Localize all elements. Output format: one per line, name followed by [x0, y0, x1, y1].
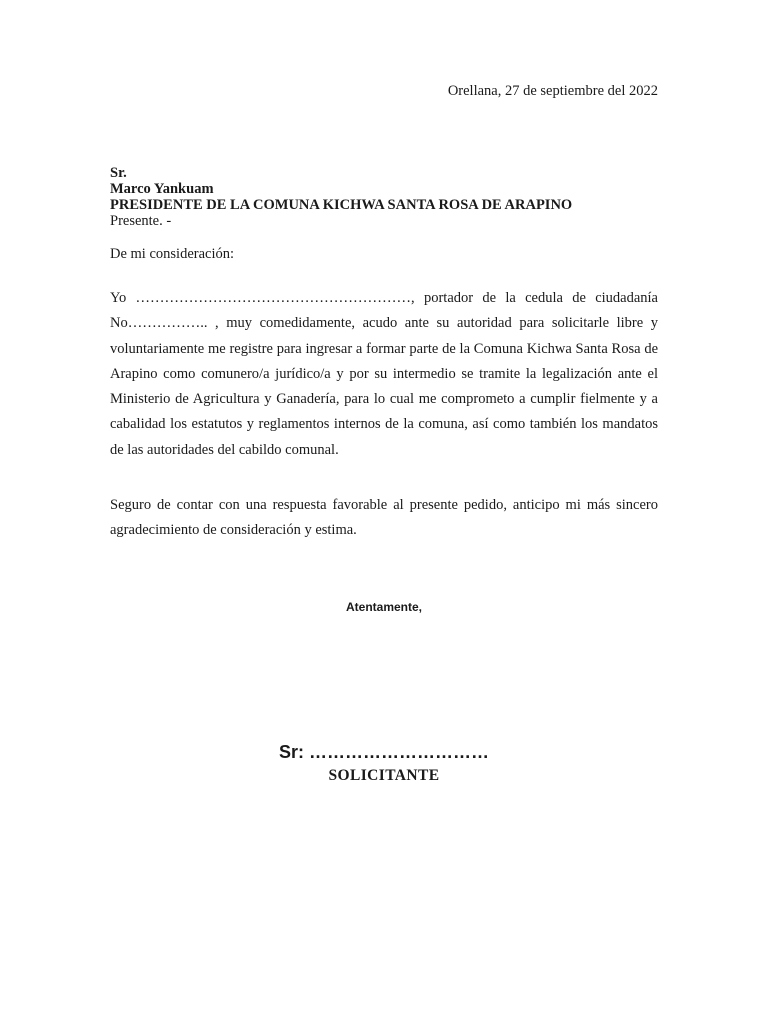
signature-role: SOLICITANTE [328, 767, 440, 784]
closing: Atentamente, [345, 600, 422, 614]
recipient-salutation: Sr. [110, 165, 127, 181]
signature-line: Sr: ………………………… [278, 742, 489, 762]
recipient-block [110, 165, 572, 229]
body-paragraph-1: Yo …………………………………………………, portador de la cedula de ciudadanía No…………….. , muy comedidamente, acudo ante su autoridad para solicitarle libre y voluntariamente me registre para ingresar a formar parte de la Comuna Kichwa Santa Rosa de Arapino como comunero/a jurídico/a y por su intermedio se tramite la legalización ante el Ministerio de Agricultura y Ganadería, para lo cual me comprometo a cumplir fielmente y a cabalidad los estatutos y reglamentos internos de la comuna, así como también los mandatos de las autoridades del cabildo comunal. [110, 290, 658, 458]
recipient-presente: Presente. - [110, 213, 172, 229]
recipient-name: Marco Yankuam [110, 181, 214, 197]
recipient-title: PRESIDENTE DE LA COMUNA KICHWA SANTA ROSA DE ARAPINO [110, 197, 573, 213]
greeting: De mi consideración: [110, 246, 235, 262]
body-paragraph-2: Seguro de contar con una respuesta favorable al presente pedido, anticipo mi más sincero agradecimiento de consideración y estima. [110, 497, 658, 539]
date-line: Orellana, 27 de septiembre del 2022 [447, 83, 658, 99]
